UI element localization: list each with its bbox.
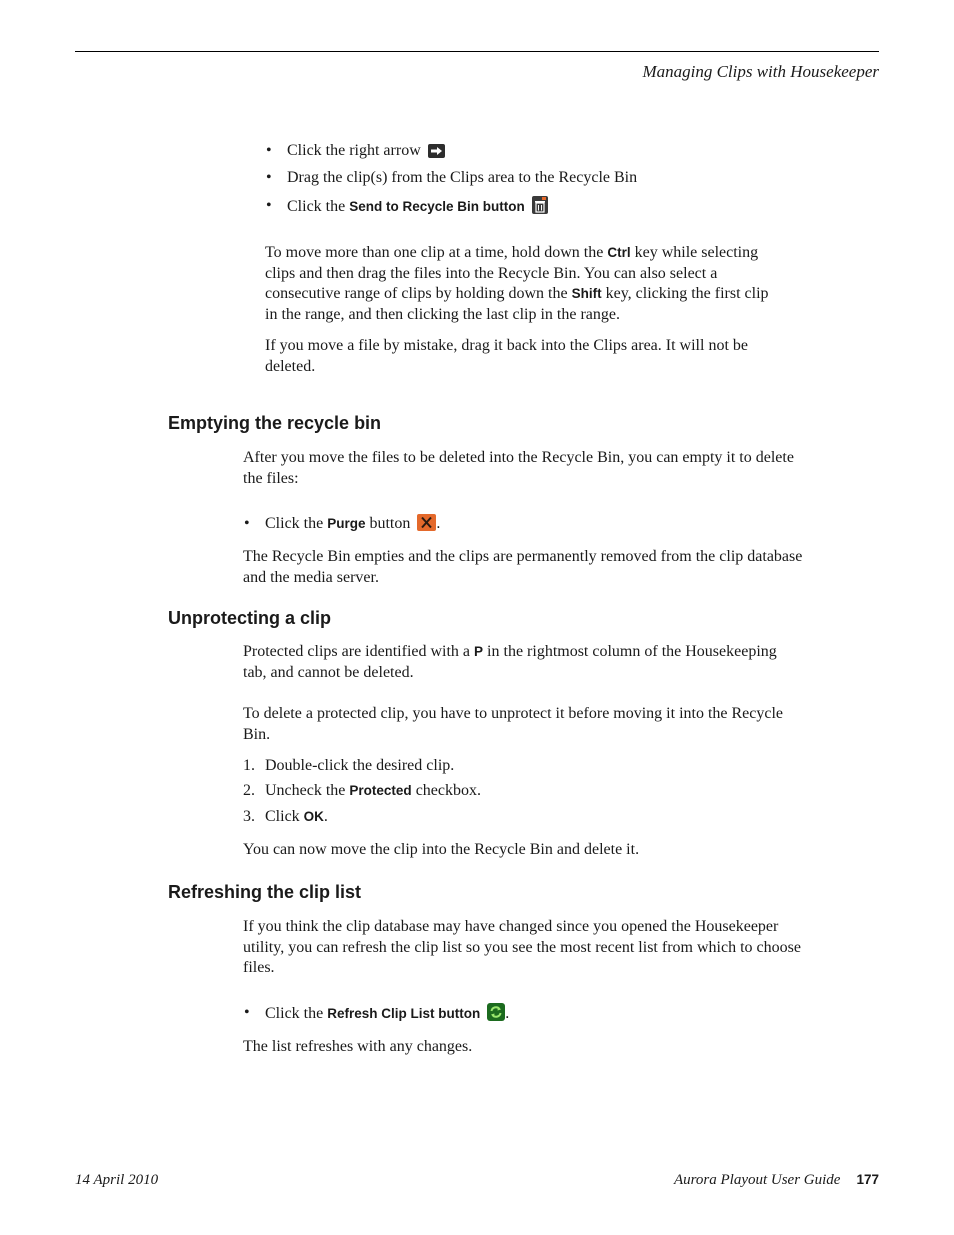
paragraph-protected-clips [243, 642, 843, 683]
text-line: The Recycle Bin empties and the clips are permanently removed from the clip database [243, 548, 803, 565]
paragraph-refresh-intro [243, 917, 843, 979]
step-number: 3. [243, 808, 255, 825]
bullet-dot: • [266, 169, 272, 186]
bullet-refresh [244, 1003, 510, 1024]
text-line: To delete a protected clip, you have to unprotect it before moving it into the Recycle [243, 705, 784, 722]
text-line: and the media server. [243, 568, 379, 586]
step-number: 1. [243, 757, 255, 774]
step-text: Uncheck the [265, 782, 350, 799]
bullet-dot: • [266, 142, 272, 159]
paragraph-unprotect-closing: You can now move the clip into the Recycle Bin and delete it. [243, 841, 640, 858]
footer-guide [674, 1172, 879, 1189]
bullet-text: Click the [287, 198, 350, 215]
bullet-text: Click the right arrow [287, 142, 421, 159]
bullet-dot: • [244, 515, 250, 532]
bullet-purge [244, 514, 441, 534]
footer-guide-title: Aurora Playout User Guide [673, 1172, 841, 1188]
ctrl-key-label: Ctrl [607, 245, 631, 260]
paragraph-mistake [265, 336, 845, 377]
text-line: clips and then drag the files into the Recycle Bin. You can also select a [265, 264, 718, 282]
paragraph-delete-protected [243, 704, 843, 745]
bullet-text: Click the [265, 515, 328, 532]
step-number: 2. [243, 782, 255, 799]
bullet-send-to-recycle [266, 196, 548, 217]
text-line: If you think the clip database may have changed since you opened the Housekeeper [243, 918, 779, 935]
bullet-text: . [505, 1005, 510, 1022]
text-line: key, clicking the first clip [601, 285, 769, 302]
heading-emptying-recycle-bin: Emptying the recycle bin [168, 413, 382, 433]
bullet-text: Click the [265, 1005, 328, 1022]
text-line: key while selecting [630, 244, 759, 261]
paragraph-empty-intro [243, 448, 843, 489]
bullet-text: . [436, 515, 441, 532]
bullet-text: button [365, 515, 411, 532]
refresh-clip-list-label: Refresh Clip List button [327, 1006, 481, 1021]
step-3 [243, 807, 328, 827]
step-text: checkbox. [411, 782, 481, 799]
purge-x-icon [417, 514, 436, 531]
text-line: files. [243, 959, 275, 976]
bullet-dot: • [244, 1004, 250, 1021]
purge-label: Purge [327, 516, 366, 531]
text-line: After you move the files to be deleted into the Recycle Bin, you can empty it to delete [243, 449, 794, 466]
step-text: . [323, 808, 328, 825]
text-line: utility, you can refresh the clip list so you see the most recent list from which to choose [243, 938, 801, 956]
recycle-bin-icon [532, 196, 548, 214]
protected-checkbox-label: Protected [349, 783, 412, 798]
ok-label: OK [303, 809, 324, 824]
p-marker-label: P [474, 644, 484, 659]
running-header-title: Managing Clips with Housekeeper [642, 62, 879, 81]
paragraph-empty-result [243, 547, 843, 588]
step-1 [243, 756, 455, 776]
text-line: Bin. [243, 725, 271, 743]
text-line: in the rightmost column of the Housekeeping [483, 643, 777, 660]
text-line: deleted. [265, 357, 316, 375]
bullet-dot: • [266, 197, 272, 214]
page-number: 177 [856, 1172, 879, 1187]
bullet-text: Drag the clip(s) from the Clips area to the Recycle Bin [287, 169, 638, 186]
refresh-icon [487, 1003, 505, 1021]
paragraph-refresh-result: The list refreshes with any changes. [243, 1038, 473, 1055]
heading-unprotecting-clip: Unprotecting a clip [168, 608, 332, 628]
text-line: tab, and cannot be deleted. [243, 663, 414, 681]
footer-date: 14 April 2010 [75, 1172, 159, 1188]
text-line: in the range, and then clicking the last clip in the range. [265, 305, 620, 323]
bullet-right-arrow [266, 141, 445, 161]
step-text: Double-click the desired clip. [265, 757, 455, 774]
text-line: To move more than one clip at a time, hold down the [265, 244, 608, 261]
text-line: consecutive range of clips by holding down the [265, 285, 572, 302]
paragraph-move-multiple [265, 243, 845, 325]
text-line: Protected clips are identified with a [243, 643, 475, 660]
step-text: Click [265, 808, 304, 825]
send-to-recycle-bin-label: Send to Recycle Bin button [349, 199, 525, 214]
shift-key-label: Shift [571, 286, 602, 301]
heading-refreshing-clip-list: Refreshing the clip list [168, 882, 362, 902]
text-line: the files: [243, 469, 299, 487]
right-arrow-icon [428, 144, 445, 158]
step-2 [243, 781, 481, 801]
bullet-drag [266, 168, 638, 188]
header-rule [75, 51, 879, 52]
text-line: If you move a file by mistake, drag it back into the Clips area. It will not be [265, 337, 748, 354]
